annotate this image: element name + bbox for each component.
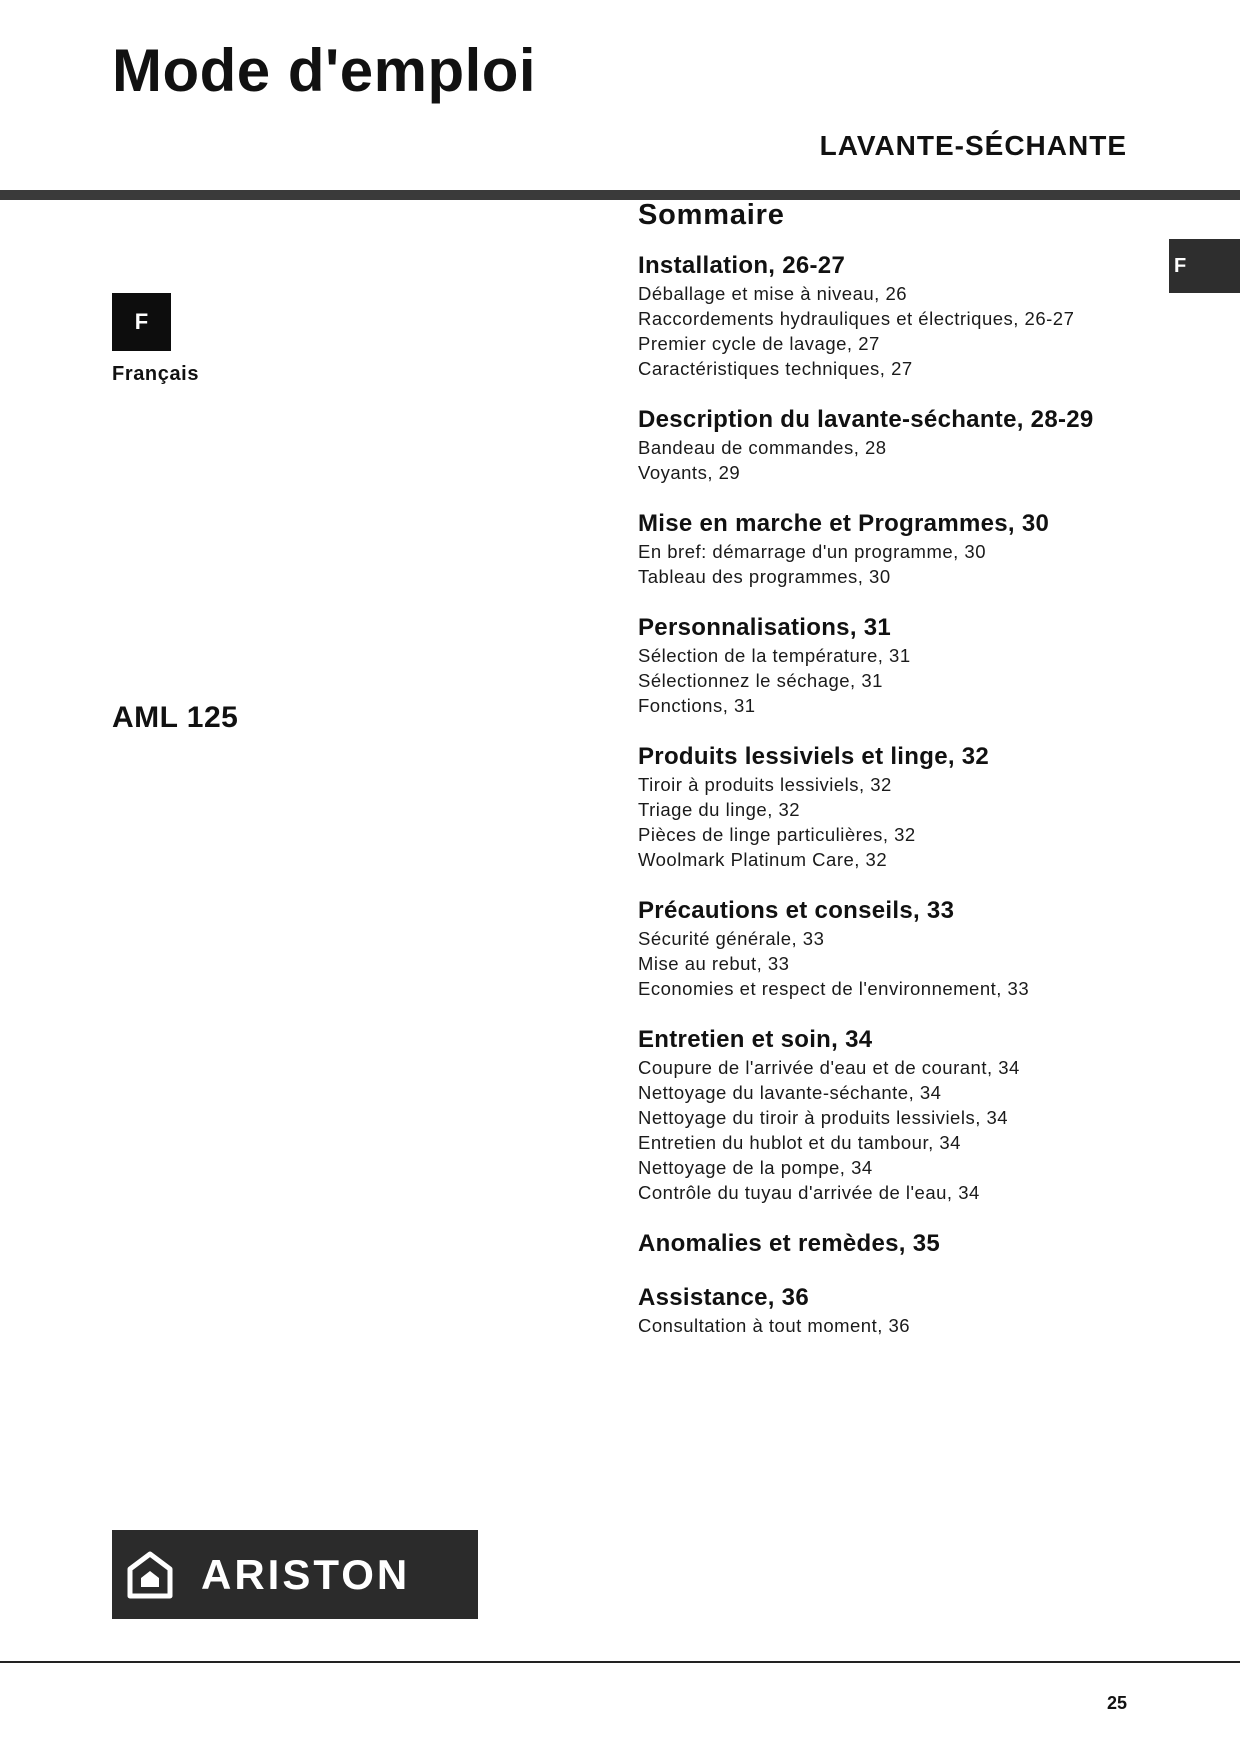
product-type: LAVANTE-SÉCHANTE [819, 130, 1127, 161]
model-number: AML 125 [112, 701, 239, 734]
toc-item: Tableau des programmes, 30 [638, 566, 891, 587]
toc-sections [638, 251, 1158, 1338]
toc-item: Caractéristiques techniques, 27 [638, 358, 913, 379]
house-icon [125, 1549, 175, 1601]
toc-section-title: Produits lessiviels et linge, 32 [638, 743, 990, 770]
language-badge-letter: F [134, 309, 149, 334]
toc-section [638, 1229, 1158, 1259]
toc-item: Contrôle du tuyau d'arrivée de l'eau, 34 [638, 1182, 980, 1203]
toc-item: Déballage et mise à niveau, 26 [638, 283, 908, 304]
brand-name: ARISTON [201, 1550, 411, 1598]
language-label: Français [112, 363, 200, 385]
language-badge [112, 293, 171, 351]
toc-section [638, 251, 1158, 381]
toc-item: Nettoyage du lavante-séchante, 34 [638, 1082, 942, 1103]
toc-section [638, 405, 1158, 485]
toc-section-title: Personnalisations, 31 [638, 614, 892, 641]
toc-item: Sélectionnez le séchage, 31 [638, 670, 883, 691]
page-number: 25 [1106, 1693, 1127, 1713]
toc-item: Fonctions, 31 [638, 695, 756, 716]
toc-item: Woolmark Platinum Care, 32 [638, 849, 888, 870]
toc-section [638, 613, 1158, 718]
toc-section [638, 1283, 1158, 1338]
toc-section [638, 896, 1158, 1001]
toc-item: Triage du linge, 32 [638, 799, 801, 820]
toc-item: Bandeau de commandes, 28 [638, 437, 887, 458]
toc-item: Tiroir à produits lessiviels, 32 [638, 774, 892, 795]
toc-item: Nettoyage du tiroir à produits lessiviels, 34 [638, 1107, 1009, 1128]
table-of-contents [638, 195, 1158, 1362]
toc-item: Coupure de l'arrivée d'eau et de courant, 34 [638, 1057, 1020, 1078]
brand-logo [112, 1530, 478, 1619]
toc-section [638, 742, 1158, 872]
toc-section [638, 509, 1158, 589]
bottom-divider [0, 1661, 1240, 1663]
toc-item: Nettoyage de la pompe, 34 [638, 1157, 873, 1178]
toc-item: Sélection de la température, 31 [638, 645, 911, 666]
language-side-tab [1169, 239, 1240, 293]
toc-item: En bref: démarrage d'un programme, 30 [638, 541, 987, 562]
toc-item: Consultation à tout moment, 36 [638, 1315, 911, 1336]
page-title: Mode d'emploi [112, 37, 537, 104]
toc-section-title: Précautions et conseils, 33 [638, 897, 955, 924]
toc-item: Pièces de linge particulières, 32 [638, 824, 916, 845]
toc-section-title: Assistance, 36 [638, 1284, 809, 1311]
toc-section-title: Anomalies et remèdes, 35 [638, 1230, 941, 1257]
toc-item: Mise au rebut, 33 [638, 953, 790, 974]
toc-item: Economies et respect de l'environnement, 33 [638, 978, 1030, 999]
toc-item: Premier cycle de lavage, 27 [638, 333, 880, 354]
toc-item: Raccordements hydrauliques et électriques, 26-27 [638, 308, 1075, 329]
toc-section-title: Entretien et soin, 34 [638, 1026, 873, 1053]
toc-section [638, 1025, 1158, 1205]
toc-section-title: Mise en marche et Programmes, 30 [638, 510, 1050, 537]
toc-heading: Sommaire [638, 199, 785, 231]
toc-item: Sécurité générale, 33 [638, 928, 825, 949]
toc-section-title: Installation, 26-27 [638, 252, 846, 279]
toc-item: Entretien du hublot et du tambour, 34 [638, 1132, 961, 1153]
toc-item: Voyants, 29 [638, 462, 741, 483]
toc-section-title: Description du lavante-séchante, 28-29 [638, 406, 1094, 433]
language-side-tab-letter: F [1174, 254, 1187, 277]
